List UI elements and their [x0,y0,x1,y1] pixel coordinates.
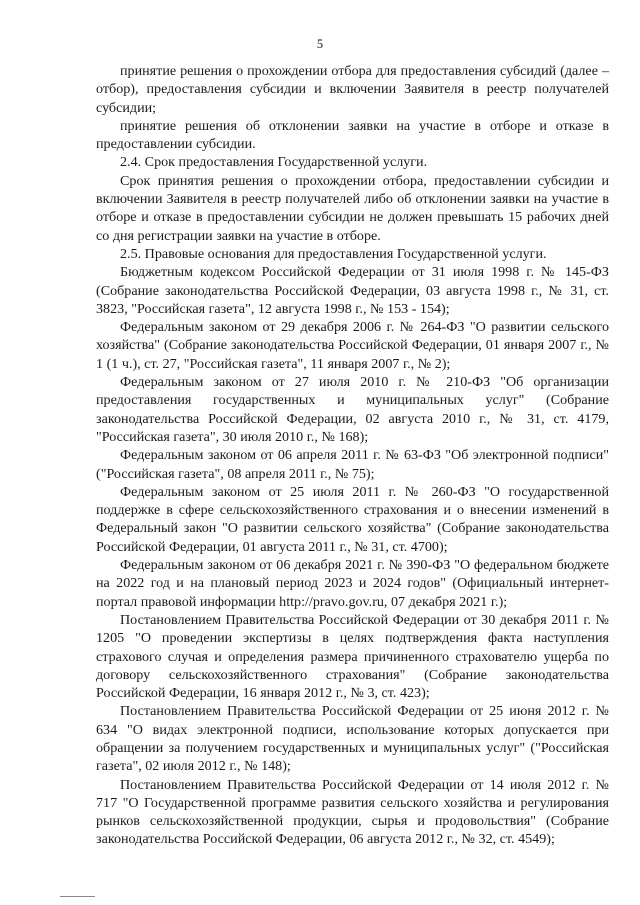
paragraph-decision-rejection: принятие решения об отклонении заявки на участие в отборе и отказе в предоставлении субсидии. [96,117,609,153]
legal-basis-item: Федеральным законом от 06 апреля 2011 г. № 63-ФЗ "Об электронной подписи" ("Российская газета", 08 апреля 2011 г., № 75); [96,447,609,482]
legal-basis-item: Федеральным законом от 06 декабря 2021 г. № 390-ФЗ "О федеральном бюджете на 2022 год и на плановый период 2023 и 2024 годов" (Официальный интернет-портал правовой информации http://pravo.gov.ru, 07 декабря 2021 г.); [96,557,609,610]
document-body [96,62,609,849]
legal-basis-item: Федеральным законом от 29 декабря 2006 г. № 264-ФЗ "О развитии сельского хозяйства" (Собрание законодательства Российской Федерации, 01 января 2007 г., № 1 (1 ч.), ст. 27, "Российская газета", 11 января 2007 г., № 2); [96,319,609,372]
paragraph-decision-approval: принятие решения о прохождении отбора для предоставления субсидий (далее – отбор), предоставления субсидии и включении Заявителя в реестр получателей субсидии; [96,63,609,116]
legal-basis-item: Постановлением Правительства Российской Федерации от 30 декабря 2011 г. № 1205 "О проведении экспертизы в целях подтверждения факта наступления страхового случая и определения размера причиненного страхователю ущерба по договору сельскохозяйственного страхования" (Собрание законодательства Российской Федерации, 16 января 2012 г., № 3, ст. 423); [96,611,609,702]
legal-basis-item: Федеральным законом от 25 июля 2011 г. № 260-ФЗ "О государственной поддержке в сфере сельскохозяйственного страхования и о внесении изменений в Федеральный закон "О развитии сельского хозяйства" (Собрание законодательства Российской Федерации, 01 августа 2011 г., № 31, ст. 4700); [96,483,609,555]
legal-basis-item: Федеральным законом от 27 июля 2010 г. № 210-ФЗ "Об организации предоставления государственных и муниципальных услуг" (Собрание законодательства Российской Федерации, 02 августа 2010 г., № 31, ст. 4179, "Российская газета", 30 июля 2010 г., № 168); [96,374,609,445]
legal-basis-item: Бюджетным кодексом Российской Федерации от 31 июля 1998 г. № 145-ФЗ (Собрание законодательства Российской Федерации, 03 августа 1998 г., № 31, ст. 3823, "Российская газета", 12 августа 1998 г., № 153 - 154); [96,264,609,317]
page-number: 5 [316,37,324,51]
legal-basis-item: Постановлением Правительства Российской Федерации от 14 июля 2012 г. № 717 "О Государственной программе развития сельского хозяйства и регулирования рынков сельскохозяйственной продукции, сырья и продовольствия" (Собрание законодательства Российской Федерации, 06 августа 2012 г., № 32, ст. 4549); [96,776,609,848]
footer-rule [60,896,95,897]
legal-basis-item: Постановлением Правительства Российской Федерации от 25 июня 2012 г. № 634 "О видах электронной подписи, использование которых допускается при обращении за получением государственных и муниципальных услуг" ("Российская газета", 02 июля 2012 г., № 148); [96,703,609,775]
section-heading-2-5: 2.5. Правовые основания для предоставления Государственной услуги. [120,245,547,262]
section-heading-2-4: 2.4. Срок предоставления Государственной услуги. [120,154,428,171]
paragraph-term: Срок принятия решения о прохождении отбора, предоставлении субсидии и включении Заявителя в реестр получателей либо об отклонении заявки на участие в отборе и отказе в предоставлении субсидии не должен превышать 15 рабочих дней со дня регистрации заявки на участие в отборе. [96,172,609,244]
